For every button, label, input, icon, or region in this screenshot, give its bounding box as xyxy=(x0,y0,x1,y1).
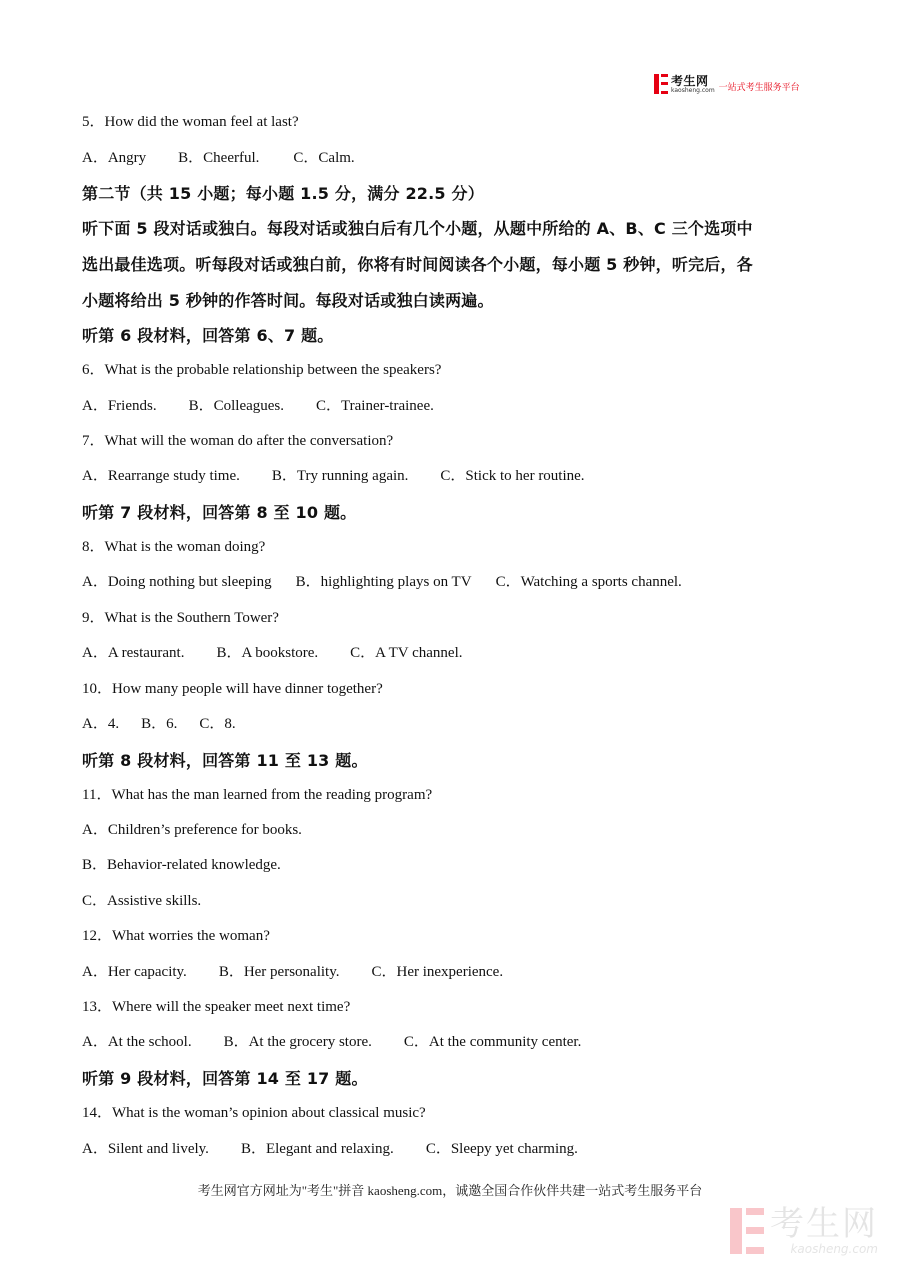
answer-option: B．Colleagues. xyxy=(188,398,284,414)
answer-option: A．Rearrange study time. xyxy=(82,468,240,484)
answer-option: C．Sleepy yet charming. xyxy=(425,1141,578,1157)
answer-option: B．Try running again. xyxy=(271,468,409,484)
question-text: 10．How many people will have dinner together? xyxy=(82,681,383,697)
answer-option: C．At the community center. xyxy=(403,1034,582,1050)
watermark-mark-icon xyxy=(730,1208,764,1254)
logo-domain: kaosheng.com xyxy=(671,86,715,94)
question-text: 12．What worries the woman? xyxy=(82,928,270,944)
logo-mark-icon xyxy=(654,74,668,94)
section-instruction: 听第 6 段材料，回答第 6、7 题。 xyxy=(82,326,334,345)
watermark-brand: 考生网 xyxy=(770,1204,878,1244)
options-row xyxy=(82,464,585,485)
options-row xyxy=(82,1030,581,1051)
options-row xyxy=(82,394,434,415)
answer-option: A．Her capacity. xyxy=(82,964,187,980)
section-instruction: 第二节（共 15 小题；每小题 1.5 分，满分 22.5 分） xyxy=(82,184,484,203)
question-text: 13．Where will the speaker meet next time? xyxy=(82,999,351,1015)
question-text: 14．What is the woman’s opinion about classical music? xyxy=(82,1105,426,1121)
watermark-logo xyxy=(730,1204,878,1256)
answer-option: B．highlighting plays on TV xyxy=(295,574,472,590)
section-instruction: 选出最佳选项。听每段对话或独白前，你将有时间阅读各个小题，每小题 5 秒钟，听完后，各 xyxy=(82,255,753,274)
question-text: 5．How did the woman feel at last? xyxy=(82,114,299,130)
logo-slogan: 一站式考生服务平台 xyxy=(718,82,800,93)
section-instruction: 听第 8 段材料，回答第 11 至 13 题。 xyxy=(82,751,368,770)
answer-option: B．At the grocery store. xyxy=(223,1034,372,1050)
answer-option: B．6. xyxy=(141,716,178,732)
question-text: 11．What has the man learned from the reading program? xyxy=(82,787,433,803)
options-row xyxy=(82,146,355,167)
section-instruction: 小题将给出 5 秒钟的作答时间。每段对话或独白读两遍。 xyxy=(82,291,494,310)
question-text: 6．What is the probable relationship between the speakers? xyxy=(82,362,442,378)
question-text: 9．What is the Southern Tower? xyxy=(82,610,279,626)
question-text: C．Assistive skills. xyxy=(82,893,202,909)
answer-option: A．At the school. xyxy=(82,1034,192,1050)
section-instruction: 听下面 5 段对话或独白。每段对话或独白后有几个小题，从题中所给的 A、B、C 三个选项中 xyxy=(82,219,753,238)
section-instruction: 听第 7 段材料，回答第 8 至 10 题。 xyxy=(82,503,357,522)
answer-option: C．8. xyxy=(199,716,236,732)
answer-option: C．Stick to her routine. xyxy=(440,468,585,484)
answer-option: B．A bookstore. xyxy=(216,645,319,661)
answer-option: B．Cheerful. xyxy=(178,150,260,166)
section-instruction: 听第 9 段材料，回答第 14 至 17 题。 xyxy=(82,1069,368,1088)
options-row xyxy=(82,641,463,662)
answer-option: A．4. xyxy=(82,716,120,732)
answer-option: B．Elegant and relaxing. xyxy=(240,1141,394,1157)
answer-option: A．Silent and lively. xyxy=(82,1141,209,1157)
options-row xyxy=(82,960,503,981)
answer-option: B．Her personality. xyxy=(218,964,340,980)
answer-option: C．Calm. xyxy=(293,150,355,166)
answer-option: A．Friends. xyxy=(82,398,157,414)
question-text: A．Children’s preference for books. xyxy=(82,822,302,838)
answer-option: C．A TV channel. xyxy=(350,645,463,661)
logo-brand: 考生网 xyxy=(671,73,709,88)
answer-option: A．A restaurant. xyxy=(82,645,185,661)
watermark-domain: kaosheng.com xyxy=(790,1242,878,1256)
question-text: 7．What will the woman do after the conversation? xyxy=(82,433,394,449)
answer-option: C．Trainer-trainee. xyxy=(316,398,434,414)
answer-option: C．Her inexperience. xyxy=(371,964,504,980)
answer-option: A．Angry xyxy=(82,150,147,166)
question-text: 8．What is the woman doing? xyxy=(82,539,266,555)
page-footer: 考生网官方网址为"考生"拼音 kaosheng.com，诚邀全国合作伙伴共建一站式考生服务平台 xyxy=(197,1183,703,1198)
options-row xyxy=(82,570,682,591)
header-logo xyxy=(654,73,800,95)
options-row xyxy=(82,1137,578,1158)
options-row xyxy=(82,712,236,733)
question-text: B．Behavior-related knowledge. xyxy=(82,857,281,873)
answer-option: C．Watching a sports channel. xyxy=(495,574,682,590)
answer-option: A．Doing nothing but sleeping xyxy=(82,574,272,590)
